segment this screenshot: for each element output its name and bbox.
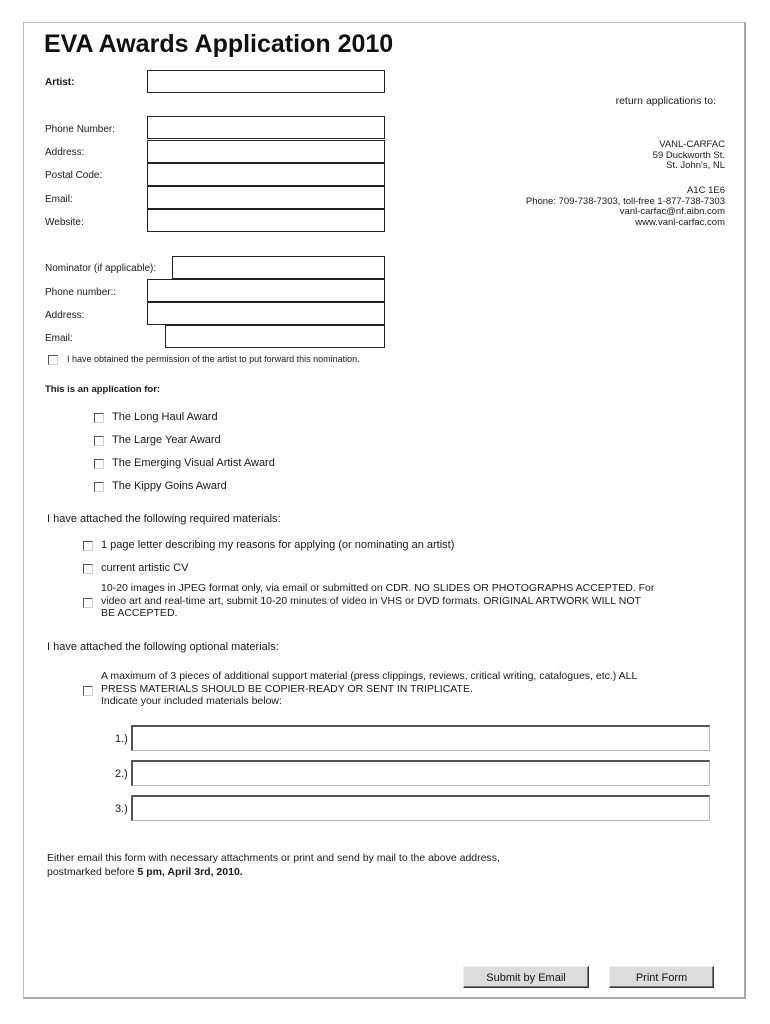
images-label-line-1: 10-20 images in JPEG format only, via email or submitted on CDR. NO SLIDES OR PHOTOGRAPHS ACCEPTED. For bbox=[101, 582, 655, 594]
images-checkbox[interactable] bbox=[83, 598, 93, 608]
nominator-label: Nominator (if applicable): bbox=[45, 263, 157, 274]
emerging-visual-artist-award-label: The Emerging Visual Artist Award bbox=[112, 457, 275, 469]
website-label: Website: bbox=[45, 217, 84, 228]
email-label: Email: bbox=[45, 194, 73, 205]
postal-code-label: Postal Code: bbox=[45, 170, 103, 181]
nominator-address-label: Address: bbox=[45, 310, 85, 321]
instructions-line-2 bbox=[47, 865, 500, 879]
phone-label: Phone Number: bbox=[45, 124, 116, 135]
instructions-prefix: postmarked before bbox=[47, 866, 138, 878]
address-field[interactable] bbox=[147, 140, 385, 163]
website-field[interactable] bbox=[147, 209, 385, 232]
page-title: EVA Awards Application 2010 bbox=[44, 30, 394, 58]
return-contact bbox=[526, 186, 725, 228]
submission-instructions bbox=[47, 851, 500, 879]
permission-checkbox[interactable] bbox=[48, 355, 58, 365]
return-address bbox=[653, 140, 725, 172]
nominator-phone-label: Phone number:: bbox=[45, 287, 117, 298]
return-heading: return applications to: bbox=[615, 95, 716, 107]
return-city: St. John's, NL bbox=[666, 160, 725, 171]
material-1-field[interactable] bbox=[131, 725, 710, 751]
optional-materials-checkbox[interactable] bbox=[83, 686, 93, 696]
images-label-line-2: video art and real-time art, submit 10-20 minutes of video in VHS or DVD formats. ORIGINAL ARTWORK WILL NOT bbox=[101, 594, 641, 607]
return-phone: Phone: 709-738-7303, toll-free 1-877-738-7303 bbox=[525, 195, 725, 207]
optional-line-3: Indicate your included materials below: bbox=[101, 695, 282, 707]
cv-label: current artistic CV bbox=[101, 562, 189, 574]
artist-field[interactable] bbox=[147, 70, 385, 93]
nominator-email-label: Email: bbox=[45, 333, 73, 344]
emerging-visual-artist-award-checkbox[interactable] bbox=[94, 459, 104, 469]
instructions-line-1: Either email this form with necessary attachments or print and send by mail to the above address, bbox=[47, 852, 500, 864]
application-for-heading: This is an application for: bbox=[45, 384, 161, 395]
print-form-button[interactable]: Print Form bbox=[609, 966, 714, 988]
letter-checkbox[interactable] bbox=[83, 541, 93, 551]
address-label: Address: bbox=[45, 147, 85, 158]
return-postal: A1C 1E6 bbox=[686, 185, 725, 196]
images-label-line-3: BE ACCEPTED. bbox=[101, 607, 178, 619]
material-3-field[interactable] bbox=[131, 795, 710, 821]
images-label bbox=[101, 582, 654, 620]
phone-field[interactable] bbox=[147, 116, 385, 139]
nominator-address-field[interactable] bbox=[147, 302, 385, 325]
long-haul-award-label: The Long Haul Award bbox=[112, 411, 218, 423]
kippy-goins-award-checkbox[interactable] bbox=[94, 482, 104, 492]
deadline: 5 pm, April 3rd, 2010. bbox=[137, 866, 243, 878]
postal-code-field[interactable] bbox=[147, 163, 385, 186]
artist-label: Artist: bbox=[45, 77, 75, 88]
material-3-label: 3.) bbox=[115, 803, 128, 815]
nominator-email-field[interactable] bbox=[165, 325, 385, 348]
optional-materials-label bbox=[101, 670, 637, 708]
large-year-award-label: The Large Year Award bbox=[112, 434, 221, 446]
letter-label: 1 page letter describing my reasons for applying (or nominating an artist) bbox=[101, 539, 455, 551]
material-2-label: 2.) bbox=[115, 768, 128, 780]
permission-text: I have obtained the permission of the artist to put forward this nomination. bbox=[67, 354, 360, 364]
return-email: vanl-carfac@nf.aibn.com bbox=[619, 206, 725, 217]
optional-line-1: A maximum of 3 pieces of additional support material (press clippings, reviews, critical writing, catalogues, etc.) ALL bbox=[101, 670, 638, 682]
nominator-field[interactable] bbox=[172, 256, 385, 279]
email-field[interactable] bbox=[147, 186, 385, 209]
material-2-field[interactable] bbox=[131, 760, 710, 786]
optional-materials-heading: I have attached the following optional materials: bbox=[47, 641, 279, 653]
long-haul-award-checkbox[interactable] bbox=[94, 413, 104, 423]
return-street: 59 Duckworth St. bbox=[652, 149, 725, 161]
cv-checkbox[interactable] bbox=[83, 564, 93, 574]
large-year-award-checkbox[interactable] bbox=[94, 436, 104, 446]
optional-line-2: PRESS MATERIALS SHOULD BE COPIER-READY OR SENT IN TRIPLICATE. bbox=[101, 682, 473, 695]
kippy-goins-award-label: The Kippy Goins Award bbox=[112, 480, 227, 492]
material-1-label: 1.) bbox=[115, 733, 128, 745]
submit-by-email-button[interactable]: Submit by Email bbox=[463, 966, 589, 988]
required-materials-heading: I have attached the following required materials: bbox=[47, 513, 281, 525]
nominator-phone-field[interactable] bbox=[147, 279, 385, 302]
return-org: VANL-CARFAC bbox=[659, 139, 725, 150]
return-web: www.vanl-carfac.com bbox=[635, 216, 725, 228]
